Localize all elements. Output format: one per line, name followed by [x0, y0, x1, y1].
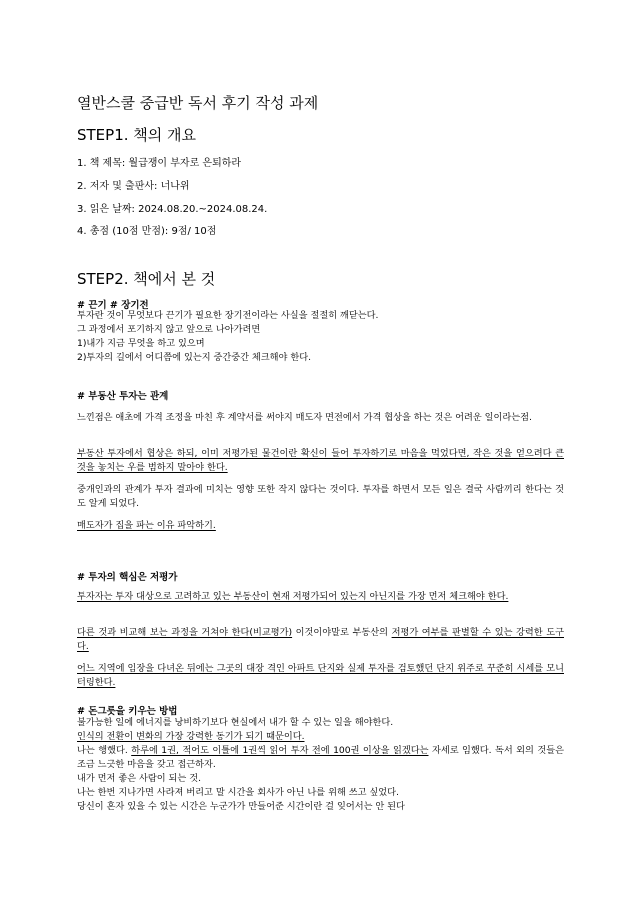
section-money-bowl-line: 내가 먼저 좋은 사람이 되는 것. — [77, 773, 202, 784]
plain-text: 나는 행했다. — [77, 745, 132, 756]
underlined-text: (비교평가) — [249, 627, 293, 638]
section-money-bowl-line: 불가능한 일에 에너지를 낭비하기보다 현실에서 내가 할 수 있는 일을 해야한다. — [77, 717, 394, 728]
section-relationship-paragraph: 중개인과의 관계가 투자 결과에 미치는 영향 또한 작지 않다는 것이다. 투자를 하면서 모든 일은 결국 사람끼리 한다는 것도 알게 되었다. — [77, 484, 564, 509]
section-undervalued-underlined-paragraph: 어느 지역에 임장을 다녀온 뒤에는 그곳의 대장 격인 아파트 단지와 실제 투자를 검토했던 단지 위주로 꾸준히 시세를 모니터링한다. — [77, 663, 564, 688]
section-money-bowl-paragraph — [77, 744, 564, 772]
step1-heading: STEP1. 책의 개요 — [77, 126, 197, 144]
book-title-item: 1. 책 제목: 월급쟁이 부자로 은퇴하라 — [77, 158, 242, 169]
underlined-text: 하루에 1권, 적어도 이틀에 1권씩 읽어 투자 전에 100권 이상을 읽겠다는 — [131, 745, 429, 756]
step2-heading: STEP2. 책에서 본 것 — [77, 270, 216, 288]
section-persistence-line: 투자란 것이 무엇보다 끈기가 필요한 장기전이라는 사실을 절절히 깨닫는다. — [77, 310, 379, 321]
section-persistence-line: 2)투자의 길에서 어디쯤에 있는지 중간중간 체크해야 한다. — [77, 352, 311, 363]
document-title: 열반스쿨 중급반 독서 후기 작성 과제 — [77, 94, 319, 112]
section-persistence-line: 그 과정에서 포기하지 않고 앞으로 나아가려면 — [77, 324, 261, 335]
section-relationship-title: # 부동산 투자는 관계 — [77, 391, 169, 402]
plain-text: 이것이야말로 부동산의 — [292, 627, 392, 638]
section-relationship-underlined-paragraph: 부동산 투자에서 협상은 하되, 이미 저평가된 물건이란 확신이 들어 투자하기로 마음을 먹었다면, 작은 것을 얻으려다 큰 것을 놓치는 우를 범하지 말아야 한다. — [77, 448, 564, 473]
section-relationship-paragraph: 느낀점은 애초에 가격 조정을 마친 후 계약서를 써야지 매도자 면전에서 가격 협상을 하는 것은 어려운 일이라는점. — [77, 412, 532, 423]
underlined-text: 저평가 여부를 판별할 수 있는 강력한 도구다. — [77, 627, 564, 652]
section-money-bowl-line: 당신이 혼자 있을 수 있는 시간은 누군가가 만들어준 시간이란 걸 잊어서는 안 된다 — [77, 801, 405, 812]
section-relationship-underlined-paragraph: 매도자가 집을 파는 이유 파악하기. — [77, 520, 216, 531]
section-money-bowl-title: # 돈그릇을 키우는 방법 — [77, 706, 178, 717]
plain-text: 자세로 임했다. 독서 외의 것들은 조금 느긋한 마음을 갖고 접근하자. — [77, 745, 564, 770]
score-item: 4. 총점 (10점 만점): 9점/ 10점 — [77, 226, 217, 237]
section-persistence-line: 1)내가 지금 무엇을 하고 있으며 — [77, 338, 205, 349]
author-publisher-item: 2. 저자 및 출판사: 너나위 — [77, 181, 190, 192]
section-money-bowl-underlined-line: 인식의 전환이 변화의 가장 강력한 동기가 되기 때문이다. — [77, 731, 305, 742]
section-persistence-title: # 끈기 # 장기전 — [77, 300, 149, 311]
underlined-text: 다른 것과 비교해 보는 과정을 거쳐야 한다 — [77, 627, 250, 638]
section-money-bowl-line: 나는 한번 지나가면 사라져 버리고 말 시간을 회사가 아닌 나를 위해 쓰고 싶었다. — [77, 787, 399, 798]
section-undervalued-underlined-paragraph: 투자자는 투자 대상으로 고려하고 있는 부동산이 현재 저평가되어 있는지 아닌지를 가장 먼저 체크해야 한다. — [77, 591, 509, 602]
section-undervalued-title: # 투자의 핵심은 저평가 — [77, 572, 178, 583]
reading-date-item: 3. 읽은 날짜: 2024.08.20.~2024.08.24. — [77, 204, 268, 215]
section-undervalued-paragraph — [77, 626, 564, 654]
